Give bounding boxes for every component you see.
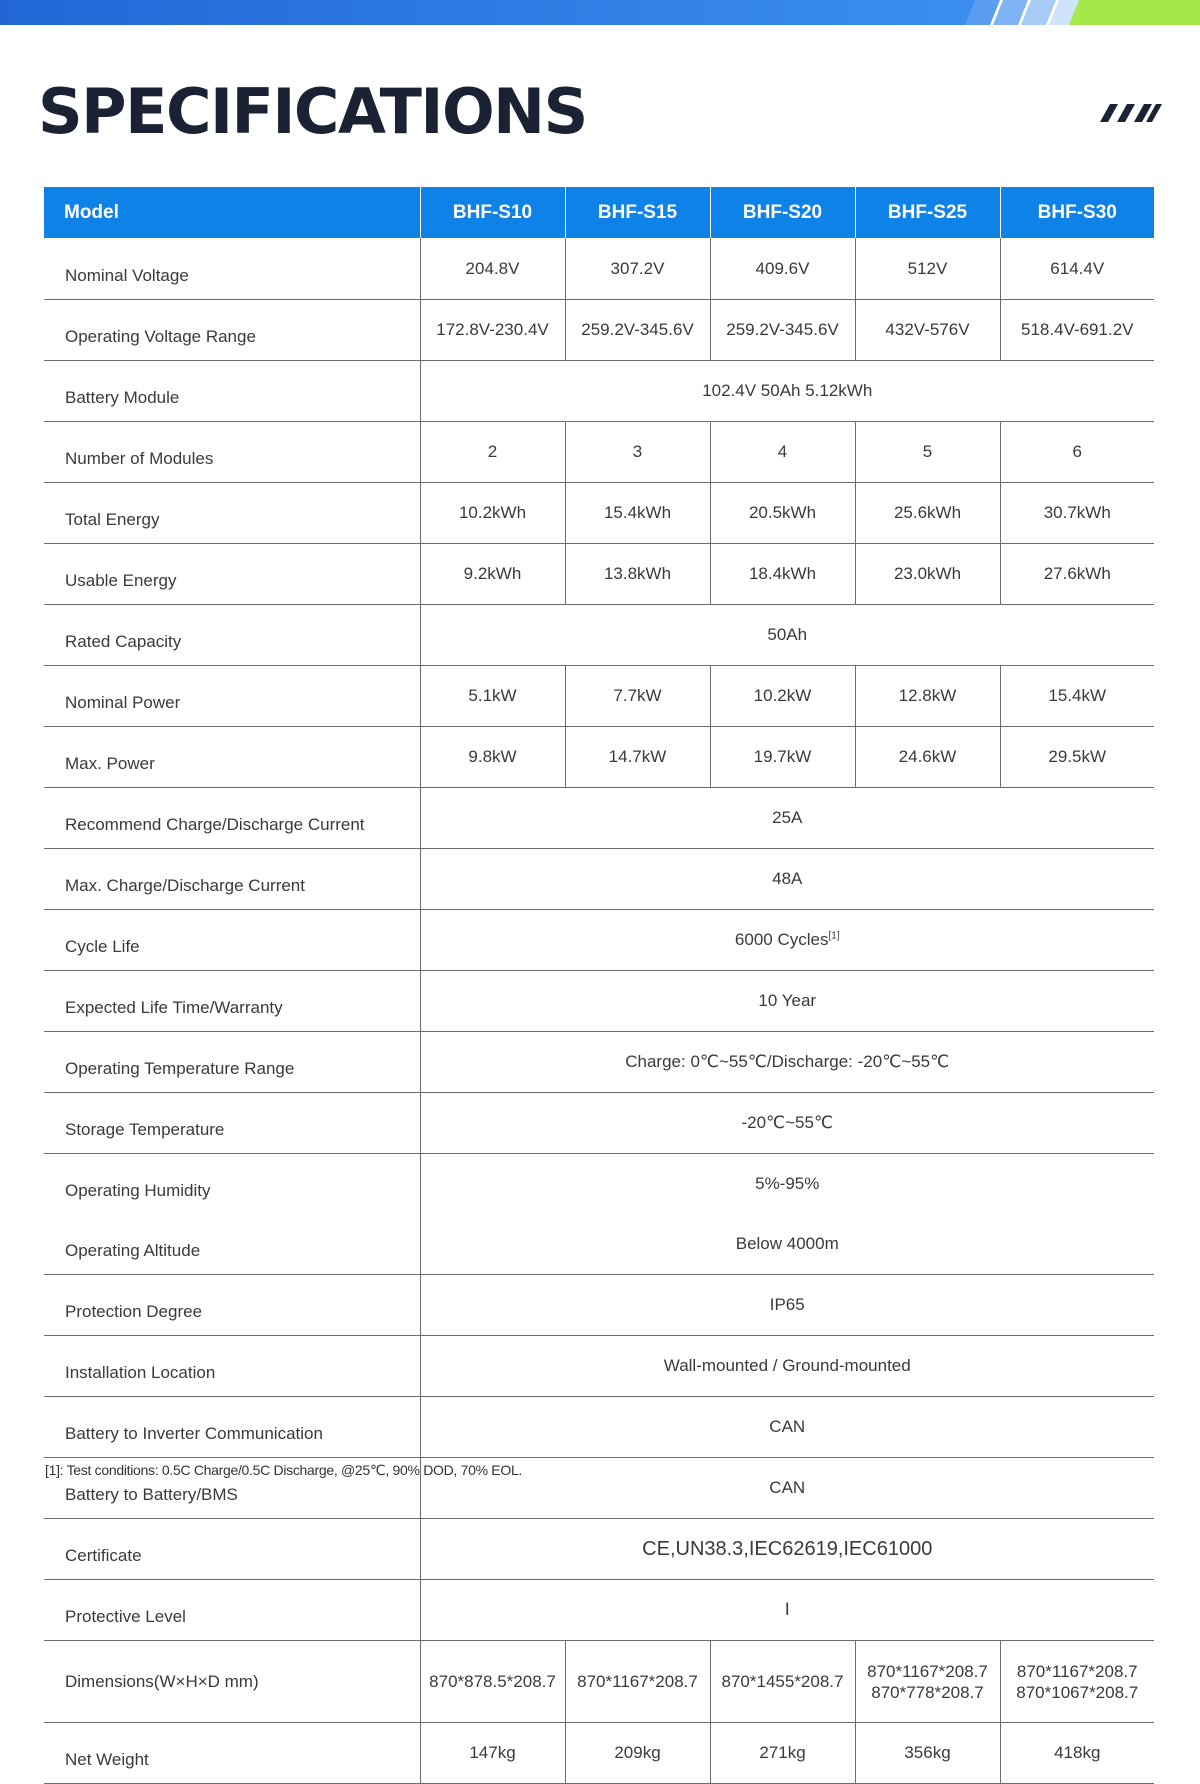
cell-value-merged: 102.4V 50Ah 5.12kWh bbox=[420, 361, 1154, 422]
row-label: Max. Charge/Discharge Current bbox=[44, 849, 420, 910]
header-model-bhf-s30: BHF-S30 bbox=[1000, 187, 1154, 238]
cell-value: 5 bbox=[855, 422, 1000, 483]
cell-value bbox=[855, 1641, 1000, 1723]
cell-value-merged: CAN bbox=[420, 1397, 1154, 1458]
cell-value-merged: CAN bbox=[420, 1458, 1154, 1519]
row-operating-voltage-range bbox=[44, 300, 1154, 361]
cell-value: 24.6kW bbox=[855, 727, 1000, 788]
row-label: Usable Energy bbox=[44, 544, 420, 605]
cell-value: 25.6kWh bbox=[855, 483, 1000, 544]
cell-value: 432V-576V bbox=[855, 300, 1000, 361]
table-header-row bbox=[44, 187, 1154, 238]
cell-value: 18.4kWh bbox=[710, 544, 855, 605]
row-label: Nominal Voltage bbox=[44, 238, 420, 300]
footnote-text: [1]: Test conditions: 0.5C Charge/0.5C Discharge, @25℃, 90% DOD, 70% EOL. bbox=[45, 1462, 523, 1478]
cell-value: 356kg bbox=[855, 1723, 1000, 1784]
row-total-energy bbox=[44, 483, 1154, 544]
row-label: Number of Modules bbox=[44, 422, 420, 483]
row-nominal-voltage bbox=[44, 238, 1154, 300]
row-label: Operating Voltage Range bbox=[44, 300, 420, 361]
row-label: Operating Temperature Range bbox=[44, 1032, 420, 1093]
row-installation-location bbox=[44, 1336, 1154, 1397]
cell-value: 10.2kW bbox=[710, 666, 855, 727]
cell-value: 2 bbox=[420, 422, 565, 483]
row-protection-degree bbox=[44, 1275, 1154, 1336]
dimension-line: 870*1455*208.7 bbox=[721, 1672, 844, 1691]
row-label: Operating Humidity bbox=[65, 1181, 211, 1200]
row-label: Protection Degree bbox=[44, 1275, 420, 1336]
cell-value: 14.7kW bbox=[565, 727, 710, 788]
cell-value-merged: 5%-95% bbox=[420, 1154, 1154, 1215]
cell-value-merged: Wall-mounted / Ground-mounted bbox=[420, 1336, 1154, 1397]
cell-value: 259.2V-345.6V bbox=[565, 300, 710, 361]
dimension-line: 870*878.5*208.7 bbox=[429, 1672, 556, 1691]
row-rated-capacity bbox=[44, 605, 1154, 666]
row-label: Max. Power bbox=[44, 727, 420, 788]
row-max-power bbox=[44, 727, 1154, 788]
row-max-current bbox=[44, 849, 1154, 910]
cell-value: 172.8V-230.4V bbox=[420, 300, 565, 361]
dimension-line: 870*1167*208.7 bbox=[577, 1672, 698, 1691]
cell-value-merged: Charge: 0℃~55℃/Discharge: -20℃~55℃ bbox=[420, 1032, 1154, 1093]
cell-value bbox=[565, 1641, 710, 1723]
cell-value: 20.5kWh bbox=[710, 483, 855, 544]
cell-value: 10.2kWh bbox=[420, 483, 565, 544]
row-label: Dimensions(W×H×D mm) bbox=[44, 1641, 420, 1723]
cell-value: 209kg bbox=[565, 1723, 710, 1784]
cycle-life-value: 6000 Cycles bbox=[734, 930, 829, 949]
cell-value: 19.7kW bbox=[710, 727, 855, 788]
cell-value: 307.2V bbox=[565, 238, 710, 300]
footnote-marker: [1] bbox=[828, 930, 840, 942]
row-label: Recommend Charge/Discharge Current bbox=[44, 788, 420, 849]
cell-value: 259.2V-345.6V bbox=[710, 300, 855, 361]
row-label: Battery Module bbox=[44, 361, 420, 422]
cell-value: 15.4kWh bbox=[565, 483, 710, 544]
row-label: Battery to Battery/BMS bbox=[44, 1458, 420, 1519]
cell-value: 7.7kW bbox=[565, 666, 710, 727]
cell-value: 12.8kW bbox=[855, 666, 1000, 727]
row-battery-module bbox=[44, 361, 1154, 422]
cell-value bbox=[1000, 1641, 1154, 1723]
cell-value: 512V bbox=[855, 238, 1000, 300]
row-label: Total Energy bbox=[44, 483, 420, 544]
cell-value: 23.0kWh bbox=[855, 544, 1000, 605]
cell-value-merged: CE,UN38.3,IEC62619,IEC61000 bbox=[420, 1519, 1154, 1580]
header-model-bhf-s10: BHF-S10 bbox=[420, 187, 565, 238]
cell-value-merged: 50Ah bbox=[420, 605, 1154, 666]
cell-value: 614.4V bbox=[1000, 238, 1154, 300]
row-label: Operating Altitude bbox=[44, 1214, 420, 1275]
cell-value: 9.2kWh bbox=[420, 544, 565, 605]
header-model-bhf-s20: BHF-S20 bbox=[710, 187, 855, 238]
cell-value: 409.6V bbox=[710, 238, 855, 300]
cell-value: 30.7kWh bbox=[1000, 483, 1154, 544]
row-label: Protective Level bbox=[44, 1580, 420, 1641]
cell-value: 6 bbox=[1000, 422, 1154, 483]
row-label: Net Weight bbox=[44, 1723, 420, 1784]
cell-value: 271kg bbox=[710, 1723, 855, 1784]
cell-value: 418kg bbox=[1000, 1723, 1154, 1784]
cell-value: 518.4V-691.2V bbox=[1000, 300, 1154, 361]
cell-value: 204.8V bbox=[420, 238, 565, 300]
cell-value: 29.5kW bbox=[1000, 727, 1154, 788]
cell-value: 147kg bbox=[420, 1723, 565, 1784]
row-protective-level bbox=[44, 1580, 1154, 1641]
row-label: Certificate bbox=[44, 1519, 420, 1580]
row-storage-temperature bbox=[44, 1093, 1154, 1154]
row-net-weight bbox=[44, 1723, 1154, 1784]
cell-value bbox=[710, 1641, 855, 1723]
header-model-bhf-s25: BHF-S25 bbox=[855, 187, 1000, 238]
cell-value: 4 bbox=[710, 422, 855, 483]
row-recommend-current bbox=[44, 788, 1154, 849]
cell-value: 15.4kW bbox=[1000, 666, 1154, 727]
cell-value-merged: 10 Year bbox=[420, 971, 1154, 1032]
row-label: Rated Capacity bbox=[44, 605, 420, 666]
header-model-label: Model bbox=[44, 187, 420, 238]
dimension-line: 870*1167*208.7 bbox=[867, 1661, 988, 1681]
row-label: Installation Location bbox=[44, 1336, 420, 1397]
specifications-table bbox=[44, 187, 1154, 1784]
row-inverter-communication bbox=[44, 1397, 1154, 1458]
row-cycle-life bbox=[44, 910, 1154, 971]
row-operating-temperature bbox=[44, 1032, 1154, 1093]
cell-value: 3 bbox=[565, 422, 710, 483]
row-label: Battery to Inverter Communication bbox=[44, 1397, 420, 1458]
row-label: Storage Temperature bbox=[44, 1093, 420, 1154]
cell-value: 5.1kW bbox=[420, 666, 565, 727]
top-decorative-bar bbox=[0, 0, 1200, 25]
dimension-line: 870*1167*208.7 bbox=[1016, 1661, 1138, 1681]
cell-value-merged: 25A bbox=[420, 788, 1154, 849]
cell-value: 13.8kWh bbox=[565, 544, 710, 605]
cell-value-merged: IP65 bbox=[420, 1275, 1154, 1336]
row-label: Cycle Life bbox=[44, 910, 420, 971]
row-dimensions bbox=[44, 1641, 1154, 1723]
cell-value-merged: -20℃~55℃ bbox=[420, 1093, 1154, 1154]
cell-value-merged bbox=[420, 910, 1154, 971]
cell-value: 9.8kW bbox=[420, 727, 565, 788]
row-certificate bbox=[44, 1519, 1154, 1580]
page-title: SPECIFICATIONS bbox=[38, 75, 587, 148]
cell-value-merged: 48A bbox=[420, 849, 1154, 910]
dimension-line: 870*778*208.7 bbox=[871, 1682, 984, 1702]
row-nominal-power bbox=[44, 666, 1154, 727]
row-operating-humidity bbox=[44, 1154, 1154, 1215]
row-usable-energy bbox=[44, 544, 1154, 605]
row-operating-altitude bbox=[44, 1214, 1154, 1275]
row-label: Nominal Power bbox=[44, 666, 420, 727]
cell-value: 27.6kWh bbox=[1000, 544, 1154, 605]
row-label: Expected Life Time/Warranty bbox=[44, 971, 420, 1032]
cell-value bbox=[420, 1641, 565, 1723]
header-model-bhf-s15: BHF-S15 bbox=[565, 187, 710, 238]
row-expected-life bbox=[44, 971, 1154, 1032]
cell-value-merged: Below 4000m bbox=[420, 1214, 1154, 1275]
dimension-line: 870*1067*208.7 bbox=[1016, 1682, 1139, 1702]
row-number-of-modules bbox=[44, 422, 1154, 483]
slash-decoration-icon bbox=[1100, 104, 1162, 122]
cell-value-merged: Ⅰ bbox=[420, 1580, 1154, 1641]
